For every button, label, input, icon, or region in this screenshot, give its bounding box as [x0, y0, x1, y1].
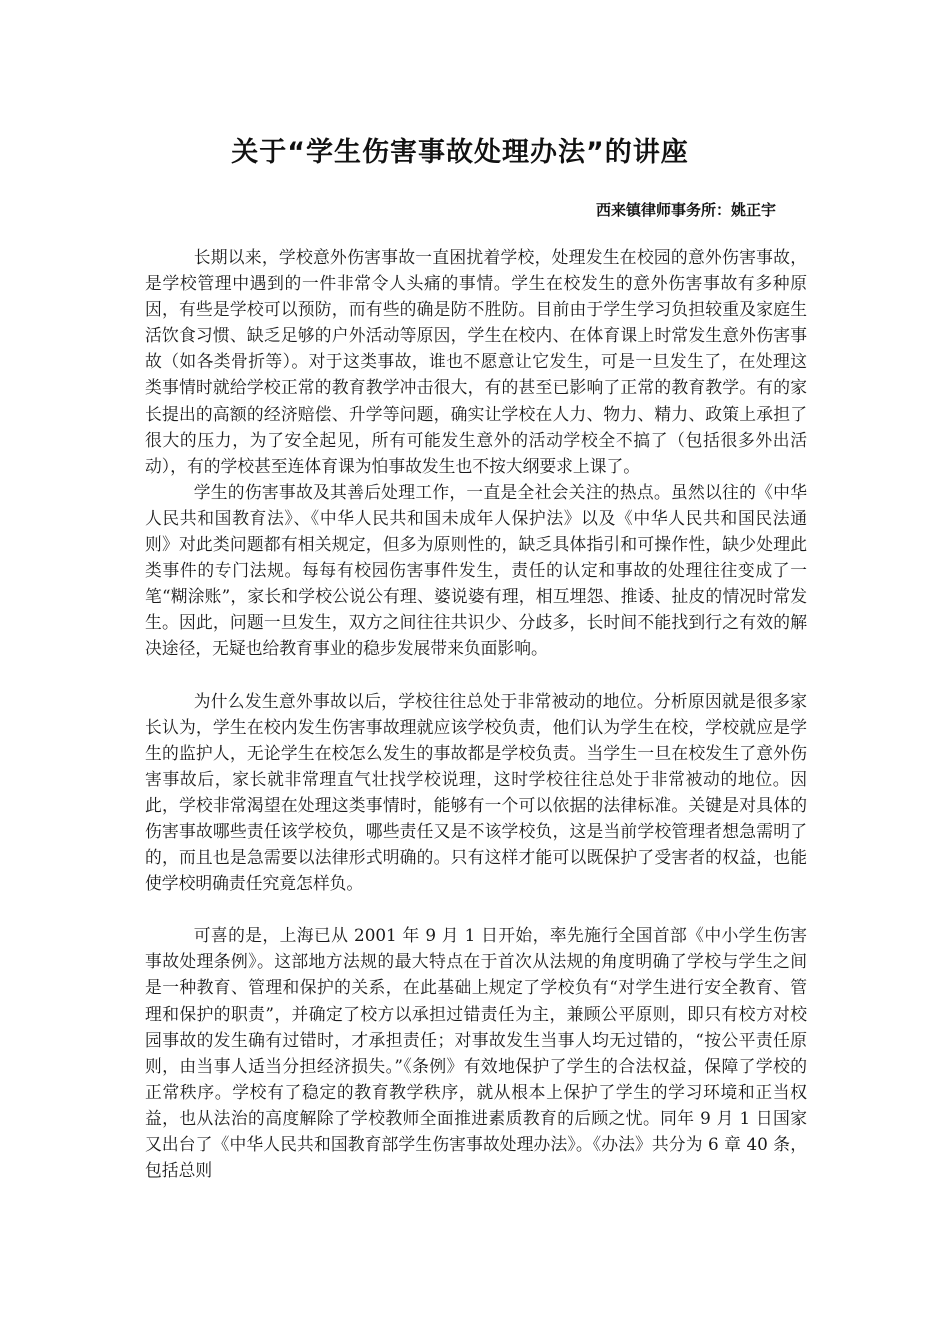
- document-body: [145, 244, 807, 1183]
- paragraph: 学生的伤害事故及其善后处理工作，一直是全社会关注的热点。虽然以往的《中华人民共和国教育法》、《中华人民共和国未成年人保护法》以及《中华人民共和国民法通则》对此类问题都有相关规定，但多为原则性的，缺乏具体指引和可操作性，缺少处理此类事件的专门法规。每每有校园伤害事件发生，责任的认定和事故的处理往往变成了一笔“糊涂账”，家长和学校公说公有理、婆说婆有理，相互埋怨、推诿、扯皮的情况时常发生。因此，问题一旦发生，双方之间往往共识少、分歧多，长时间不能找到行之有效的解决途径，无疑也给教育事业的稳步发展带来负面影响。: [145, 481, 807, 659]
- paragraph: 可喜的是，上海已从 2001 年 9 月 1 日开始，率先施行全国首部《中小学生伤害事故处理条例》。这部地方法规的最大特点在于首次从法规的角度明确了学校与学生之间是一种教育、管理和保护的关系，在此基础上规定了学校负有“对学生进行安全教育、管理和保护的职责”，并确定了校方以承担过错责任为主，兼顾公平原则，即只有校方对校园事故的发生确有过错时，才承担责任；对事故发生当事人均无过错的，“按公平责任原则，由当事人适当分担经济损失。”《条例》有效地保护了学生的合法权益，保障了学校的正常秩序。学校有了稳定的教育教学秩序，就从根本上保护了学生的学习环境和正当权益，也从法治的高度解除了学校教师全面推进素质教育的后顾之忧。同年 9 月 1 日国家又出台了《中华人民共和国教育部学生伤害事故处理办法》。《办法》共分为 6 章 40 条，包括总则: [145, 925, 807, 1181]
- paragraph: 为什么发生意外事故以后，学校往往总处于非常被动的地位。分析原因就是很多家长认为，学生在校内发生伤害事故理就应该学校负责，他们认为学生在校，学校就应是学生的监护人，无论学生在校怎么发生的事故都是学校负责。当学生一旦在校发生了意外伤害事故后，家长就非常理直气壮找学校说理，这时学校往往总处于非常被动的地位。因此，学校非常渴望在处理这类事情时，能够有一个可以依据的法律标准。关键是对具体的伤害事故哪些责任该学校负，哪些责任又是不该学校负，这是当前学校管理者想急需明了的，而且也是急需要以法律形式明确的。只有这样才能可以既保护了受害者的权益，也能使学校明确责任究竟怎样负。: [145, 690, 807, 894]
- document-title: 关于“学生伤害事故处理办法”的讲座: [231, 137, 689, 168]
- document-author: 西来镇律师事务所：姚正宇: [595, 201, 776, 219]
- paragraph: 长期以来，学校意外伤害事故一直困扰着学校，处理发生在校园的意外伤害事故，是学校管理中遇到的一件非常令人头痛的事情。学生在校发生的意外伤害事故有多种原因，有些是学校可以预防，而有些的确是防不胜防。目前由于学生学习负担较重及家庭生活饮食习惯、缺乏足够的户外活动等原因，学生在校内、在体育课上时常发生意外伤害事故（如各类骨折等）。对于这类事故，谁也不愿意让它发生，可是一旦发生了，在处理这类事情时就给学校正常的教育教学冲击很大，有的甚至已影响了正常的教育教学。有的家长提出的高额的经济赔偿、升学等问题，确实让学校在人力、物力、精力、政策上承担了很大的压力，为了安全起见，所有可能发生意外的活动学校全不搞了（包括很多外出活动），有的学校甚至连体育课为怕事故发生也不按大纲要求上课了。: [145, 247, 807, 476]
